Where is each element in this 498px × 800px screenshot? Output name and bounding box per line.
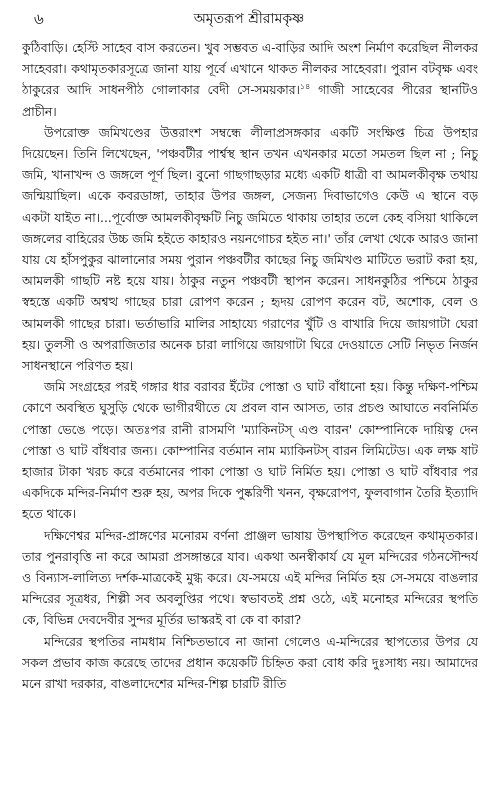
paragraph-1-tail: গাজী সাহেবের পীরের স্থানটিও প্রাচীন। bbox=[22, 83, 478, 119]
paragraph-1 bbox=[22, 38, 478, 123]
paragraph-3: জমি সংগ্রহের পরই গঙ্গার ধার বরাবর ইঁটের পোস্তা ও ঘাট বাঁধানো হয়। কিন্তু দক্ষিণ-পশ্চিম কোণে অবস্থিত ঘুসুড়ি থেকে ভাগীরথীতে যে প্রবল বান আসত, তার প্রচণ্ড আঘাতে নবনির্মিত পোস্তা ভেঙে পড়ে। অতঃপর রানী রাসমণি 'ম্যাকিনটস্ এণ্ড বারন' কোম্পানিকে দায়িত্ব দেন পোস্তা ও ঘাট বাঁধবার জন্য। কোম্পানির বর্তমান নাম ম্যাকিনটস্ বারন লিমিটেড। এক লক্ষ ষাট হাজার টাকা খরচ করে বর্তমানের পাকা পোস্তা ও ঘাট নির্মিত হয়। পোস্তা ও ঘাট বাঁধবার পর একদিকে মন্দির-নির্মাণ শুরু হয়, অপর দিকে পুষ্করিণী খনন, বৃক্ষরোপণ, ফুলবাগান তৈরি ইত্যাদি হতে থাকে। bbox=[22, 380, 478, 522]
paragraph-4: দক্ষিণেশ্বর মন্দির-প্রাঙ্গণের মনোরম বর্ণনা প্রাঞ্জল ভাষায় উপস্থাপিত করেছেন কথামৃতকার। তার পুনরাবৃত্তি না করে আমরা প্রসঙ্গান্তরে যাব। একথা অনস্বীকার্য যে মূল মন্দিরের গঠনসৌন্দর্য ও বিন্যাস-লালিত্য দর্শক-মাত্রকেই মুগ্ধ করে। যে-সময়ে এই মন্দির নির্মিত হয় সে-সময়ে বাঙলার মন্দিরের সূত্রধর, শিল্পী সব অবলুপ্তির পথে। স্বভাবতই প্রশ্ন ওঠে, এই মনোহর মন্দিরের স্থপতি কে, বিভিন্ন দেবদেবীর সুন্দর মূর্তির ভাস্করই বা কে বা কারা? bbox=[22, 528, 478, 628]
paragraph-1-text: কুঠিবাড়ি। হেস্টি সাহেব বাস করতেন। খুব সম্ভবত এ-বাড়ির আদি অংশ নির্মাণ করেছিল নীলকর সাহেবরা। কথামৃতকারসূত্রে জানা যায় পূর্বে এখানে থাকত নীলকর সাহেবরা। পুরান বটবৃক্ষ এবং ঠাকুরের আদি সাধনপীঠ গোলাকার বেদী সে-সময়কার। bbox=[22, 41, 478, 98]
page-header bbox=[0, 6, 498, 34]
footnote-ref[interactable]: ১৪ bbox=[299, 82, 311, 92]
paragraph-5: মন্দিরের স্থপতির নামধাম নিশ্চিতভাবে না জানা গেলেও এ-মন্দিরের স্থাপত্যের উপর যে সকল প্রভাব কাজ করেছে তাদের প্রধান কয়েকটি চিহ্নিত করা বোধ করি দুঃসাধ্য নয়। আমাদের মনে রাখা দরকার, বাঙলাদেশের মন্দির-শিল্প চারটি রীতি bbox=[22, 634, 478, 692]
running-title: অমৃতরূপ শ্রীরামকৃষ্ণ bbox=[193, 11, 305, 27]
paragraph-2: উপরোক্ত জমিখণ্ডের উত্তরাংশ সম্বন্ধে লীলাপ্রসঙ্গকার একটি সংক্ষিপ্ত চিত্র উপহার দিয়েছেন। তিনি লিখেছেন, 'পঞ্চবটীর পার্শ্বস্থ স্থান তখন এখনকার মতো সমতল ছিল না ; নিচু জমি, খানাখন্দ ও জঙ্গলে পূর্ণ ছিল। বুনো গাছগাছড়ার মধ্যে একটি ধাত্রী বা আমলকীবৃক্ষ তথায় জন্মিয়াছিল। একে কবরডাঙ্গা, তাহার উপর জঙ্গল, সেজন্য দিবাভাগেও কেউ এ স্থানে বড় একটা যাইত না।...পূর্বোক্ত আমলকীবৃক্ষটি নিচু জমিতে থাকায় তাহার তলে কেহ বসিয়া থাকিলে জঙ্গলের বাহিরের উচ্চ জমি হইতে কাহারও নয়নগোচর হইত না।' তাঁর লেখা থেকে আরও জানা যায় যে হাঁসপুকুর ঝালানোর সময় পুরান পঞ্চবটীর কাছের নিচু জমিখণ্ড মাটিতে ভরাট করা হয়, আমলকী গাছটি নষ্ট হয়ে যায়। ঠাকুর নতুন পঞ্চবটী স্থাপন করেন। সাধনকুঠির পশ্চিমে ঠাকুর স্বহস্তে একটি অশ্বত্থ গাছের চারা রোপণ করেন ; হৃদয় রোপণ করেন বট, অশোক, বেল ও আমলকী গাছের চারা। ভর্তাভারি মালির সাহায্যে গরাণের খুঁটি ও বাখারি দিয়ে জায়গাটা ঘেরা হয়। তুলসী ও অপরাজিতার অনেক চারা লাগিয়ে জায়গাটা ঘিরে দেওয়াতে সেটি নিভৃত নির্জন সাধনস্থানে পরিণত হয়। bbox=[22, 125, 478, 374]
page-number: ৬ bbox=[34, 10, 44, 28]
body-text bbox=[22, 38, 478, 796]
